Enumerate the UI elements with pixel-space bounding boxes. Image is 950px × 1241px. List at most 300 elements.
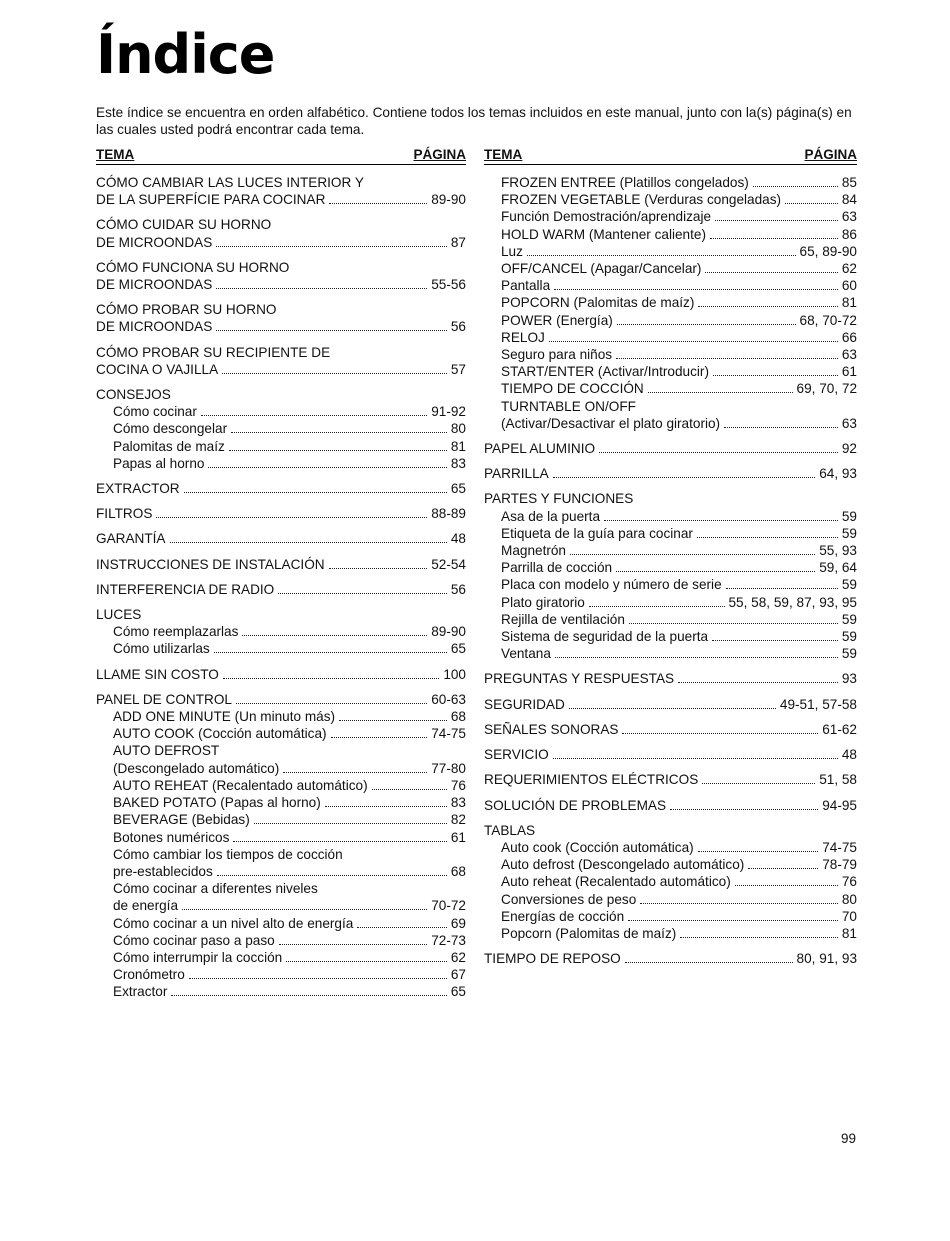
dot-leader: [331, 737, 428, 738]
entry-page: 61: [841, 364, 857, 380]
index-subentry: [96, 420, 466, 437]
index-entry: [96, 505, 466, 522]
entry-page: 88-89: [431, 506, 466, 522]
entry-text: Extractor: [113, 984, 168, 1000]
entry-page: 59: [841, 508, 857, 524]
entry-text: Cómo reemplazarlas: [113, 624, 239, 640]
entry-page: 80: [450, 421, 466, 437]
entry-page: 59: [841, 577, 857, 593]
entry-page: 62: [450, 949, 466, 965]
column-header: [96, 147, 466, 165]
dot-leader: [629, 623, 838, 624]
dot-leader: [339, 720, 447, 721]
dot-leader: [705, 272, 837, 273]
dot-leader: [616, 358, 838, 359]
entry-text: Plato giratorio: [501, 594, 585, 610]
entry-page: 76: [450, 777, 466, 793]
entry-text: TIEMPO DE REPOSO: [484, 951, 621, 967]
index-subentry: [484, 508, 857, 525]
entry-page: 87: [450, 234, 466, 250]
index-topic: [96, 556, 466, 573]
dot-leader: [201, 415, 427, 416]
entry-page: 78-79: [822, 857, 857, 873]
index-subentry: [484, 576, 857, 593]
entry-text: SERVICIO: [484, 747, 549, 763]
entry-page: 68, 70-72: [799, 312, 857, 328]
index-entry: [96, 361, 466, 378]
dot-leader: [710, 238, 838, 239]
index-subentry: [96, 742, 466, 759]
index-entry: [96, 259, 466, 276]
dot-leader: [555, 657, 838, 658]
index-subentry: [96, 966, 466, 983]
entry-text: REQUERIMIENTOS ELÉCTRICOS: [484, 772, 699, 788]
index-subentry: [96, 708, 466, 725]
index-topic: [484, 771, 857, 788]
index-entry: [96, 318, 466, 335]
index-topic: [484, 490, 857, 662]
index-topic: [484, 670, 857, 687]
index-entry: [96, 234, 466, 251]
index-entry: [96, 530, 466, 547]
dot-leader: [670, 809, 818, 810]
index-entry: [96, 191, 466, 208]
entry-text: FILTROS: [96, 506, 153, 522]
dot-leader: [233, 841, 447, 842]
entry-page: 52-54: [431, 556, 466, 572]
dot-leader: [214, 652, 447, 653]
dot-leader: [286, 961, 447, 962]
dot-leader: [222, 373, 447, 374]
index-subentry: [96, 915, 466, 932]
entry-page: 69, 70, 72: [796, 381, 857, 397]
entry-page: 84: [841, 192, 857, 208]
entry-text: Ventana: [501, 646, 551, 662]
dot-leader: [702, 783, 815, 784]
dot-leader: [231, 432, 447, 433]
entry-text: AUTO COOK (Cocción automática): [113, 726, 327, 742]
entry-text: CÓMO FUNCIONA SU HORNO: [96, 259, 290, 275]
index-subentry: [96, 949, 466, 966]
index-subentry: [484, 628, 857, 645]
entry-page: 57: [450, 361, 466, 377]
entry-text: LUCES: [96, 607, 142, 623]
entry-page: 63: [841, 209, 857, 225]
entry-text: INSTRUCCIONES DE INSTALACIÓN: [96, 556, 325, 572]
entry-page: 68: [450, 709, 466, 725]
entry-text: SOLUCIÓN DE PROBLEMAS: [484, 797, 667, 813]
dot-leader: [329, 203, 427, 204]
dot-leader: [527, 255, 796, 256]
dot-leader: [223, 678, 439, 679]
index-subentry: [484, 380, 857, 397]
dot-leader: [372, 789, 447, 790]
entry-text: PANEL DE CONTROL: [96, 691, 232, 707]
intro-paragraph: Este índice se encuentra en orden alfabético. Contiene todos los temas incluidos en este manual, junto con la(s) página(s) en las cuales usted podrá encontrar cada tema.: [96, 105, 852, 137]
entry-text: Cómo descongelar: [113, 421, 228, 437]
entry-text: CÓMO CAMBIAR LAS LUCES INTERIOR Y: [96, 175, 364, 190]
entry-text: DE MICROONDAS: [96, 319, 213, 335]
index-entry: [484, 465, 857, 482]
header-topic: TEMA: [96, 147, 135, 162]
entry-text: FROZEN ENTREE (Platillos congelados): [501, 175, 749, 190]
entry-text: ADD ONE MINUTE (Un minuto más): [113, 709, 336, 725]
index-subentry: [484, 226, 857, 243]
entry-page: 65: [450, 481, 466, 497]
entry-text: de energía: [113, 898, 179, 914]
dot-leader: [616, 571, 815, 572]
dot-leader: [622, 733, 818, 734]
index-subentry: [484, 346, 857, 363]
index-topic: [96, 301, 466, 335]
dot-leader: [569, 708, 776, 709]
dot-leader: [617, 324, 796, 325]
header-page: PÁGINA: [804, 147, 857, 162]
entry-text: SEGURIDAD: [484, 696, 565, 712]
index-entry: [96, 216, 466, 233]
entry-page: 82: [450, 812, 466, 828]
entry-text: Popcorn (Palomitas de maíz): [501, 925, 677, 941]
index-topic: [96, 259, 466, 293]
entry-page: 59, 64: [819, 560, 857, 576]
index-subentry: [96, 829, 466, 846]
entry-page: 91-92: [431, 404, 466, 420]
entry-text: Sistema de seguridad de la puerta: [501, 629, 709, 645]
dot-leader: [156, 517, 427, 518]
entry-text: Magnetrón: [501, 543, 566, 559]
entry-page: 63: [841, 415, 857, 431]
entry-page: 59: [841, 525, 857, 541]
entry-text: DE MICROONDAS: [96, 234, 213, 250]
index-subentry: [96, 794, 466, 811]
index-entry: [96, 344, 466, 361]
entry-page: 61-62: [822, 721, 857, 737]
dot-leader: [628, 920, 838, 921]
dot-leader: [712, 640, 838, 641]
entry-text: Seguro para niños: [501, 347, 613, 363]
index-subentry: [484, 559, 857, 576]
index-entry: [96, 666, 466, 683]
entry-page: 56: [450, 581, 466, 597]
entry-page: 60: [841, 278, 857, 294]
index-entry: [96, 480, 466, 497]
entry-text: Cómo interrumpir la cocción: [113, 949, 283, 965]
entry-page: 62: [841, 261, 857, 277]
index-topic: [96, 386, 466, 472]
entry-page: 48: [841, 747, 857, 763]
index-entry: [484, 822, 857, 839]
entry-text: Cómo cocinar a diferentes niveles: [113, 881, 318, 897]
entry-page: 67: [450, 967, 466, 983]
index-subentry: [484, 873, 857, 890]
entry-text: AUTO DEFROST: [113, 743, 220, 759]
entry-page: 65: [450, 641, 466, 657]
index-subentry: [96, 725, 466, 742]
index-topic: [96, 174, 466, 208]
index-subentry: [484, 260, 857, 277]
entry-page: 59: [841, 629, 857, 645]
index-entry: [96, 606, 466, 623]
entry-text: Papas al horno: [113, 455, 205, 471]
dot-leader: [785, 203, 838, 204]
dot-leader: [724, 427, 838, 428]
dot-leader: [570, 554, 815, 555]
entry-text: Función Demostración/aprendizaje: [501, 209, 712, 225]
index-topic: [484, 721, 857, 738]
index-entry: [484, 950, 857, 967]
index-subentry: [484, 312, 857, 329]
index-entries: [96, 174, 466, 1001]
index-entry: [484, 440, 857, 457]
dot-leader: [325, 806, 447, 807]
dot-leader: [283, 772, 427, 773]
entry-text: HOLD WARM (Mantener caliente): [501, 226, 706, 242]
entry-text: BEVERAGE (Bebidas): [113, 812, 250, 828]
index-topic: [96, 530, 466, 547]
index-subentry: [484, 542, 857, 559]
entry-page: 70: [841, 908, 857, 924]
entry-text: START/ENTER (Activar/Introducir): [501, 364, 709, 380]
entry-text: Botones numéricos: [113, 829, 230, 845]
dot-leader: [171, 995, 446, 996]
entry-page: 65: [450, 984, 466, 1000]
entry-text: POWER (Energía): [501, 312, 613, 328]
dot-leader: [554, 289, 838, 290]
index-entry: [484, 490, 857, 507]
index-subentry: [484, 363, 857, 380]
entry-page: 77-80: [431, 760, 466, 776]
entry-text: PAPEL ALUMINIO: [484, 441, 596, 457]
entry-text: Energías de cocción: [501, 908, 625, 924]
entry-text: TIEMPO DE COCCIÓN: [501, 381, 644, 397]
entry-page: 51, 58: [819, 772, 857, 788]
entry-text: Cómo utilizarlas: [113, 641, 210, 657]
entry-text: TURNTABLE ON/OFF: [501, 398, 636, 414]
dot-leader: [698, 851, 819, 852]
entry-text: COCINA O VAJILLA: [96, 361, 219, 377]
dot-leader: [216, 288, 427, 289]
dot-leader: [549, 341, 838, 342]
index-entry: [484, 746, 857, 763]
index-topic: [484, 696, 857, 713]
index-topic: [96, 480, 466, 497]
page-number: 99: [841, 1131, 857, 1146]
entry-page: 89-90: [431, 624, 466, 640]
entry-text: SEÑALES SONORAS: [484, 721, 619, 737]
index-topic: [484, 174, 857, 432]
index-subentry: [96, 403, 466, 420]
index-topic: [96, 606, 466, 658]
index-topic: [96, 691, 466, 1001]
index-subentry: [484, 525, 857, 542]
entry-page: 93: [841, 671, 857, 687]
header-topic: TEMA: [484, 147, 523, 162]
entry-text: AUTO REHEAT (Recalentado automático): [113, 777, 368, 793]
index-subentry: [484, 891, 857, 908]
index-entry: [96, 174, 466, 191]
index-topic: [484, 746, 857, 763]
entry-text: GARANTÍA: [96, 531, 166, 547]
index-entry: [484, 670, 857, 687]
dot-leader: [680, 937, 838, 938]
dot-leader: [715, 220, 838, 221]
index-topic: [484, 440, 857, 457]
index-subentry: [484, 839, 857, 856]
entry-page: 59: [841, 646, 857, 662]
entry-page: 83: [450, 455, 466, 471]
index-entry: [484, 797, 857, 814]
index-entry: [96, 691, 466, 708]
dot-leader: [236, 703, 427, 704]
index-topic: [96, 666, 466, 683]
entry-text: Cómo cocinar a un nivel alto de energía: [113, 915, 354, 931]
entry-text: Rejilla de ventilación: [501, 611, 625, 627]
index-entry: [96, 556, 466, 573]
dot-leader: [753, 186, 838, 187]
dot-leader: [553, 477, 815, 478]
dot-leader: [229, 450, 447, 451]
index-subentry: [96, 438, 466, 455]
entry-text: (Descongelado automático): [113, 760, 280, 776]
entry-text: pre-establecidos: [113, 863, 213, 879]
entry-text: CÓMO PROBAR SU HORNO: [96, 302, 277, 318]
entry-text: PARTES Y FUNCIONES: [484, 491, 634, 507]
index-topic: [96, 344, 466, 378]
index-entry: [484, 721, 857, 738]
index-subentry: [484, 294, 857, 311]
entry-text: TABLAS: [484, 822, 536, 838]
page-title: Índice: [96, 23, 275, 86]
dot-leader: [216, 330, 447, 331]
entry-page: 66: [841, 329, 857, 345]
entry-page: 65, 89-90: [799, 243, 857, 259]
entry-text: Auto reheat (Recalentado automático): [501, 874, 731, 890]
dot-leader: [170, 542, 447, 543]
entry-page: 59: [841, 611, 857, 627]
dot-leader: [640, 903, 838, 904]
index-subentry: [484, 243, 857, 260]
entry-text: Palomitas de maíz: [113, 438, 225, 454]
dot-leader: [217, 875, 447, 876]
entry-text: OFF/CANCEL (Apagar/Cancelar): [501, 261, 702, 277]
entry-text: EXTRACTOR: [96, 481, 180, 497]
dot-leader: [278, 593, 447, 594]
dot-leader: [254, 823, 447, 824]
entry-page: 61: [450, 829, 466, 845]
index-topic: [96, 505, 466, 522]
entry-text: Pantalla: [501, 278, 551, 294]
index-entry: [484, 771, 857, 788]
dot-leader: [589, 606, 725, 607]
entry-page: 49-51, 57-58: [779, 696, 857, 712]
entry-page: 76: [841, 874, 857, 890]
dot-leader: [329, 568, 428, 569]
entry-text: Cómo cocinar paso a paso: [113, 932, 275, 948]
entry-page: 63: [841, 347, 857, 363]
entry-page: 83: [450, 795, 466, 811]
index-subentry: [96, 863, 466, 880]
entry-text: RELOJ: [501, 329, 545, 345]
dot-leader: [748, 868, 818, 869]
index-entry: [96, 386, 466, 403]
entry-page: 74-75: [822, 839, 857, 855]
index-subentry: [96, 623, 466, 640]
entry-text: FROZEN VEGETABLE (Verduras congeladas): [501, 192, 782, 208]
dot-leader: [279, 944, 428, 945]
entry-text: CÓMO PROBAR SU RECIPIENTE DE: [96, 344, 331, 360]
index-subentry: [96, 983, 466, 1000]
dot-leader: [216, 246, 447, 247]
entry-text: DE MICROONDAS: [96, 277, 213, 293]
entry-page: 81: [450, 438, 466, 454]
index-topic: [96, 581, 466, 598]
entry-page: 56: [450, 319, 466, 335]
index-entries: [484, 174, 857, 967]
header-page: PÁGINA: [413, 147, 466, 162]
index-subentry: [484, 594, 857, 611]
entry-page: 55-56: [431, 277, 466, 293]
index-subentry: [484, 908, 857, 925]
index-topic: [484, 950, 857, 967]
index-subentry: [96, 880, 466, 897]
entry-text: PREGUNTAS Y RESPUESTAS: [484, 671, 675, 687]
dot-leader: [735, 885, 838, 886]
dot-leader: [242, 635, 427, 636]
index-subentry: [484, 611, 857, 628]
dot-leader: [698, 306, 837, 307]
entry-page: 55, 93: [819, 543, 857, 559]
entry-text: Asa de la puerta: [501, 508, 600, 524]
dot-leader: [599, 452, 838, 453]
entry-page: 68: [450, 863, 466, 879]
index-subentry: [96, 455, 466, 472]
entry-text: DE LA SUPERFÍCIE PARA COCINAR: [96, 192, 326, 208]
column-header: [484, 147, 857, 165]
entry-text: Conversiones de peso: [501, 891, 637, 907]
dot-leader: [357, 927, 447, 928]
index-subentry: [484, 277, 857, 294]
index-column-right: [484, 147, 857, 975]
index-subentry: [96, 811, 466, 828]
index-entry: [96, 581, 466, 598]
entry-page: 70-72: [431, 898, 466, 914]
index-entry: [96, 276, 466, 293]
index-subentry: [484, 856, 857, 873]
entry-text: POPCORN (Palomitas de maíz): [501, 295, 695, 311]
index-subentry: [484, 174, 857, 191]
index-subentry: [96, 897, 466, 914]
index-topic: [484, 797, 857, 814]
index-subentry: [484, 925, 857, 942]
entry-text: CÓMO CUIDAR SU HORNO: [96, 217, 272, 233]
entry-text: Etiqueta de la guía para cocinar: [501, 525, 693, 541]
dot-leader: [553, 758, 838, 759]
index-subentry: [96, 777, 466, 794]
index-topic: [484, 465, 857, 482]
entry-page: 72-73: [431, 932, 466, 948]
dot-leader: [182, 909, 427, 910]
index-subentry: [484, 208, 857, 225]
entry-page: 74-75: [431, 726, 466, 742]
entry-page: 69: [450, 915, 466, 931]
entry-page: 100: [443, 666, 466, 682]
entry-text: (Activar/Desactivar el plato giratorio): [501, 415, 721, 431]
entry-text: Parrilla de cocción: [501, 560, 613, 576]
index-entry: [484, 696, 857, 713]
index-column-left: [96, 147, 466, 1009]
index-subentry: [484, 415, 857, 432]
entry-text: INTERFERENCIA DE RADIO: [96, 581, 275, 597]
